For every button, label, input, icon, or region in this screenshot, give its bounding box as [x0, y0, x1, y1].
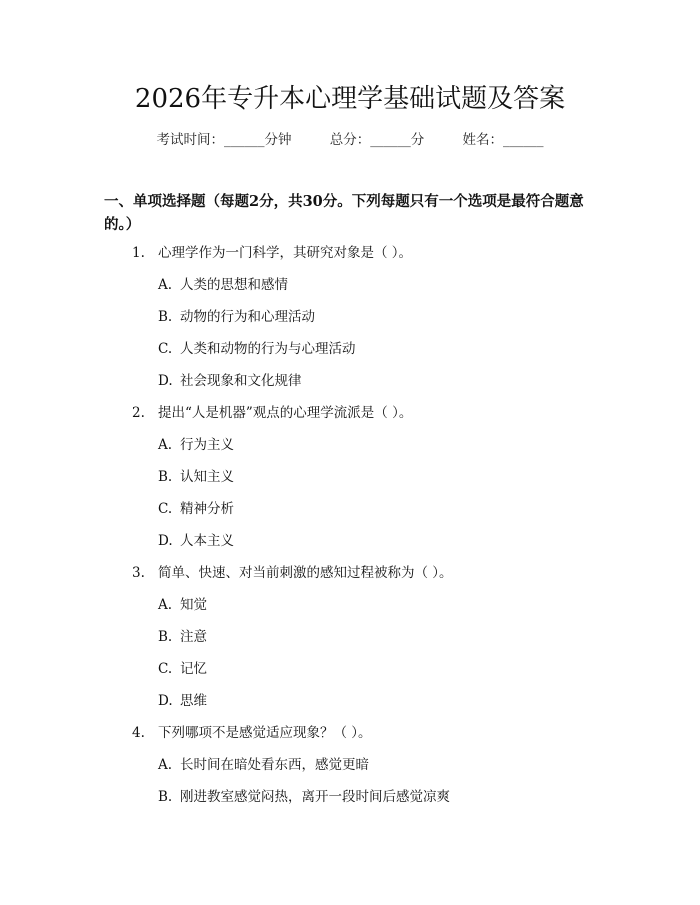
option-text: 人类的思想和感情: [180, 277, 288, 293]
section-heading: 一、单项选择题（每题2分，共30分。下列每题只有一个选项是最符合题意的。）: [104, 193, 584, 233]
option-letter: A.: [158, 597, 173, 613]
question-number: 4.: [132, 725, 145, 741]
total-score-field: 总分：______分: [329, 132, 425, 148]
question-3: [0, 561, 700, 593]
exam-time-field: 考试时间：______分钟: [156, 132, 292, 148]
question-list: [0, 241, 700, 817]
option-letter: B.: [158, 789, 173, 805]
option-1a: [0, 273, 700, 305]
option-text: 知觉: [180, 597, 207, 613]
option-text: 动物的行为和心理活动: [180, 309, 315, 325]
option-3a: [0, 593, 700, 625]
option-letter: D.: [158, 533, 173, 549]
option-2b: [0, 465, 700, 497]
option-3d: [0, 689, 700, 721]
option-letter: C.: [158, 661, 173, 677]
question-number: 2.: [132, 405, 145, 421]
option-2c: [0, 497, 700, 529]
page-title: 2026年专升本心理学基础试题及答案: [134, 84, 566, 114]
question-text: 下列哪项不是感觉适应现象？（ ）。: [158, 725, 372, 741]
option-letter: B.: [158, 629, 173, 645]
question-2: [0, 401, 700, 433]
question-text: 提出“人是机器”观点的心理学流派是（ ）。: [158, 405, 413, 421]
option-1c: [0, 337, 700, 369]
option-3b: [0, 625, 700, 657]
question-text: 简单、快速、对当前刺激的感知过程被称为（ ）。: [158, 565, 453, 581]
exam-meta-line: [0, 130, 700, 150]
option-text: 注意: [180, 629, 207, 645]
option-letter: A.: [158, 757, 173, 773]
option-text: 社会现象和文化规律: [180, 373, 302, 389]
question-number: 3.: [132, 565, 145, 581]
question-number: 1.: [132, 245, 145, 261]
option-text: 思维: [180, 693, 207, 709]
option-letter: A.: [158, 437, 173, 453]
question-text: 心理学作为一门科学，其研究对象是（ ）。: [158, 245, 413, 261]
option-letter: A.: [158, 277, 173, 293]
option-text: 行为主义: [180, 437, 234, 453]
option-2d: [0, 529, 700, 561]
option-1d: [0, 369, 700, 401]
option-text: 认知主义: [180, 469, 234, 485]
option-3c: [0, 657, 700, 689]
option-letter: B.: [158, 309, 173, 325]
option-1b: [0, 305, 700, 337]
question-1: [0, 241, 700, 273]
option-text: 精神分析: [180, 501, 234, 517]
option-text: 刚进教室感觉闷热，离开一段时间后感觉凉爽: [180, 789, 450, 805]
option-letter: C.: [158, 341, 173, 357]
option-2a: [0, 433, 700, 465]
name-field: 姓名：______: [462, 132, 544, 148]
option-text: 长时间在暗处看东西，感觉更暗: [180, 757, 369, 773]
option-letter: D.: [158, 693, 173, 709]
option-text: 人类和动物的行为与心理活动: [180, 341, 356, 357]
question-4: [0, 721, 700, 753]
option-text: 记忆: [180, 661, 207, 677]
option-letter: C.: [158, 501, 173, 517]
option-text: 人本主义: [180, 533, 234, 549]
option-4a: [0, 753, 700, 785]
option-letter: B.: [158, 469, 173, 485]
option-4b: [0, 785, 700, 817]
option-letter: D.: [158, 373, 173, 389]
